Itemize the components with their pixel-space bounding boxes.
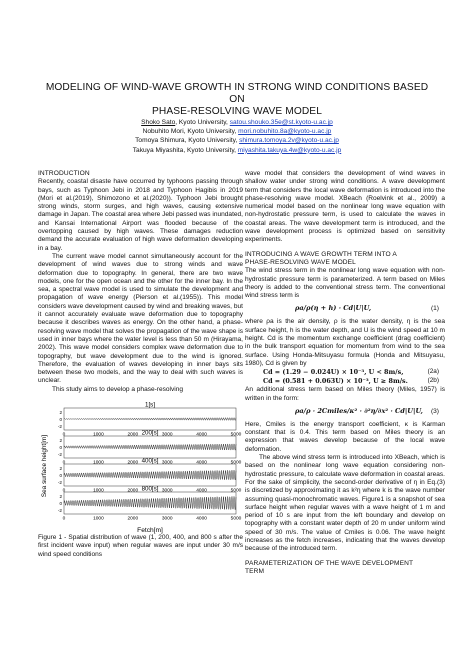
heading-line: INTRODUCING A WAVE GROWTH TERM INTO A: [245, 250, 397, 258]
section-heading-parameterization: [245, 560, 445, 577]
x-tick-label: 2000: [127, 460, 139, 466]
y-tick-label: 2: [59, 493, 62, 499]
author-email-link[interactable]: miyashita.takuya.4w@kyoto-u.ac.jp: [237, 146, 342, 154]
panel-label: 800[s]: [141, 485, 159, 493]
x-tick-label: 1000: [93, 516, 104, 522]
equation-number: (2b): [427, 377, 439, 385]
left-column: [38, 170, 243, 559]
figure-caption: Figure 1 - Spatial distribution of wave (1, 200, 400, and 800 s after the first incident wave input) when regular waves are input under 30 m/s wind speed conditions: [38, 534, 243, 558]
y-tick-label: -2: [57, 423, 62, 429]
author-line: [60, 136, 414, 145]
wave-series-line: [64, 418, 236, 421]
y-tick-label: 2: [59, 465, 62, 471]
x-tick-label: 0: [62, 488, 66, 494]
panel-label: 400[s]: [141, 457, 159, 465]
wave-series-line: [64, 470, 236, 480]
x-tick-label: 3000: [161, 488, 173, 494]
author-affiliation: , Kyoto University,: [175, 119, 230, 126]
y-tick-label: -2: [57, 479, 62, 485]
title-line-1: MODELING OF WIND-WAVE GROWTH IN STRONG WIND CONDITIONS BASED ON: [45, 82, 429, 105]
equation-body: ρa/ρ · 2Cmiles/κ² · ∂²η/∂x² · Cd|U|U,: [295, 406, 423, 415]
author-name: Tomoya Shimura: [135, 137, 185, 145]
author-line: [60, 127, 414, 136]
paragraph: wave model that considers the development of wind waves in shallow water under strong wind conditions. A wave development term that considers the local wave deformation is introduced into the phase-resolving wave model. XBeach (Roelvink et al., 2009) a numerical model based on the nonlinear long wave equation with non-hydrostatic pressure term, is used to calculate the waves in coastal areas. The wave development term is introduced, and the wave development process is optimized based on sensitivity experiments.: [245, 170, 445, 244]
x-tick-label: 2000: [127, 488, 139, 494]
x-tick-label: 1000: [93, 488, 104, 494]
x-tick-label: 5000: [230, 488, 242, 494]
equation-number: (2a): [427, 368, 439, 376]
y-tick-label: 0: [59, 416, 62, 422]
x-tick-label: 1000: [93, 432, 104, 438]
paragraph: Recently, coastal disaste have occurred by typhoons passing through bays, such as Typhoon Jebi in 2018 and Typhoon Hagibis in 2019 (Mori et al.(2019), Shimozono et al.(2020)). Typhoon Jebi brought strong winds, storm surges, and high waves, causing extensive damage in Japan. The coastal area where Jebi passed was inundated, and Kansai International Airport was flooded because of the overtopping caused by high waves. These damages reduction demand the accurate evaluation of high wave deformation developing in a bay.: [38, 178, 243, 252]
x-tick-label: 2000: [127, 432, 139, 438]
author-list: [60, 118, 414, 155]
paragraph: An additional stress term based on Miles theory (Miles, 1957) is written in the form:: [245, 386, 445, 402]
author-email-link[interactable]: shimura.tomoya.2v@kyoto-u.ac.jp: [239, 137, 339, 145]
paragraph: This study aims to develop a phase-resolving: [52, 385, 184, 393]
figure-1: [38, 398, 243, 534]
x-tick-label: 1000: [93, 460, 104, 466]
equation-number: (1): [430, 305, 439, 313]
paragraph: Here, Cmiles is the energy transport coefficient, κ is Karman constant that is 0.4. This term based on Miles theory is an expression that waves develop because of the local wave deformation.: [245, 420, 445, 453]
x-tick-label: 0: [62, 432, 66, 438]
panel-label: 200[s]: [141, 429, 159, 437]
y-tick-label: 2: [59, 437, 62, 443]
x-tick-label: 5000: [230, 460, 242, 466]
x-tick-label: 5000: [230, 516, 242, 522]
x-tick-label: 3000: [161, 460, 173, 466]
author-affiliation: , Kyoto University,: [183, 146, 238, 154]
equation-body: Cd = (1.29 − 0.024U) × 10⁻³, U < 8m/s,: [263, 368, 404, 377]
author-affiliation: , Kyoto University,: [183, 128, 239, 136]
wave-figure-svg: [38, 398, 243, 534]
equation-2a: [245, 368, 445, 377]
x-tick-label: 4000: [196, 432, 207, 438]
section-heading-introduction: INTRODUCTION: [38, 170, 90, 177]
equation-body: ρa/ρ(η + h) · Cd|U|U,: [295, 304, 372, 313]
equation-body: Cd = (0.581 + 0.063U) × 10⁻³, U ≥ 8m/s.: [263, 377, 408, 386]
x-tick-label: 4000: [196, 460, 207, 466]
x-tick-label: 5000: [230, 432, 242, 438]
author-name: Nobuhito Mori: [142, 128, 184, 136]
paragraph: The above wind stress term is introduced into XBeach, which is based on the nonlinear long wave equation considering non-hydrostatic pressure, to calculate wave deformation in coastal areas. For the sake of simplicity, the second-order derivative of η in Eq.(3) is discretized by approximating it as k²η where k is the wave number assuming quasi-monochromatic waves. Figure1 is a snapshot of sea surface height when regular waves with a wave height of 1 m and period of 10 s are input from the left boundary and develop on topography with a constant water depth of 20 m under uniform wind speed of 30 m/s. The value of Cmiles is 0.06. The wave height increases as the fetch increases, indicating that the waves develop because of the introduced term.: [245, 454, 445, 553]
section-heading-wave-growth-term: [245, 251, 445, 268]
figure-panels: [58, 402, 242, 522]
author-name: Shoko Sato: [141, 119, 176, 126]
paper-title: [40, 82, 434, 118]
wave-series-line: [64, 444, 236, 450]
paragraph: where ρa is the air density, ρ is the water density, η is the sea surface height, h is the water depth, and U is the wind speed at 10 m height. Cd is the momentum exchange coefficient (drag coefficient) in the bulk transport equation for momentum from wind to the sea surface. Using Honda-Mitsuyasu formula (Honda and Mitsuyasu, 1980), Cd is given by: [245, 318, 445, 367]
x-tick-label: 4000: [196, 516, 207, 522]
y-tick-label: -2: [57, 507, 62, 513]
equation-2b: [245, 377, 445, 386]
author-line: [60, 118, 414, 127]
y-tick-label: 0: [59, 500, 62, 506]
heading-line: PARAMETERIZATION OF THE WAVE DEVELOPMENT: [245, 559, 414, 567]
paragraph: The wind stress term in the nonlinear long wave equation with non-hydrostatic pressure term is parameterized. A term based on Miles theory is added to the conventional stress term. The conventional wind stress term is: [245, 267, 445, 300]
x-tick-label: 3000: [161, 432, 173, 438]
figure-y-axis-label: Sea surface height[m]: [41, 434, 48, 498]
x-tick-label: 2000: [127, 516, 139, 522]
equation-number: (3): [430, 407, 439, 415]
wave-series-line: [64, 496, 236, 509]
paragraph: The current wave model cannot simultaneously account for the development of wind waves due to strong winds and wave deformation due to topography. In general, there are two wave models, one for the open ocean and the other for the inner bay. In the sea, a spectral wave model is used to simulate the development and propagation of wave energy (Pierson et al.(1955)). This model considers wave development caused by wind and breaking waves, but it cannot accurately evaluate wave deformation due to topography because it describes waves as energy. On the other hand, a phase-resolving wave model that solves the propagation of the wave shape is used in inner bays where the water level is less than 50 m (Hirayama, 2002). This wave model considers complex wave deformation due to topography, but wave development due to the wind is ignored. Therefore, the evaluation of waves developing in inner bays sits between these two models, and the way to deal with such waves is unclear.: [38, 252, 243, 385]
x-tick-label: 3000: [161, 516, 173, 522]
heading-line: PHASE-RESOLVING WAVE MODEL: [245, 258, 356, 266]
equation-1: [245, 301, 445, 317]
y-tick-label: 0: [59, 444, 62, 450]
figure-x-axis-label: Fetch[m]: [137, 527, 163, 535]
x-tick-label: 0: [62, 460, 66, 466]
title-line-2: PHASE-RESOLVING WAVE MODEL: [152, 106, 322, 117]
x-tick-label: 0: [62, 516, 66, 522]
equation-3: [245, 404, 445, 420]
panel-label: 1[s]: [145, 401, 155, 409]
author-line: [60, 146, 414, 155]
y-tick-label: -2: [57, 451, 62, 457]
right-column: [245, 170, 445, 576]
heading-line: TERM: [245, 567, 265, 575]
author-email-link[interactable]: mori.nobuhito.8a@kyoto-u.ac.jp: [238, 128, 332, 136]
x-tick-label: 4000: [196, 488, 207, 494]
y-tick-label: 2: [59, 409, 62, 415]
y-tick-label: 0: [59, 472, 62, 478]
author-email-link[interactable]: satou.shouko.35e@st.kyoto-u.ac.jp: [229, 119, 333, 126]
author-name: Takuya Miyashita: [132, 146, 184, 154]
author-affiliation: , Kyoto University,: [184, 137, 240, 145]
